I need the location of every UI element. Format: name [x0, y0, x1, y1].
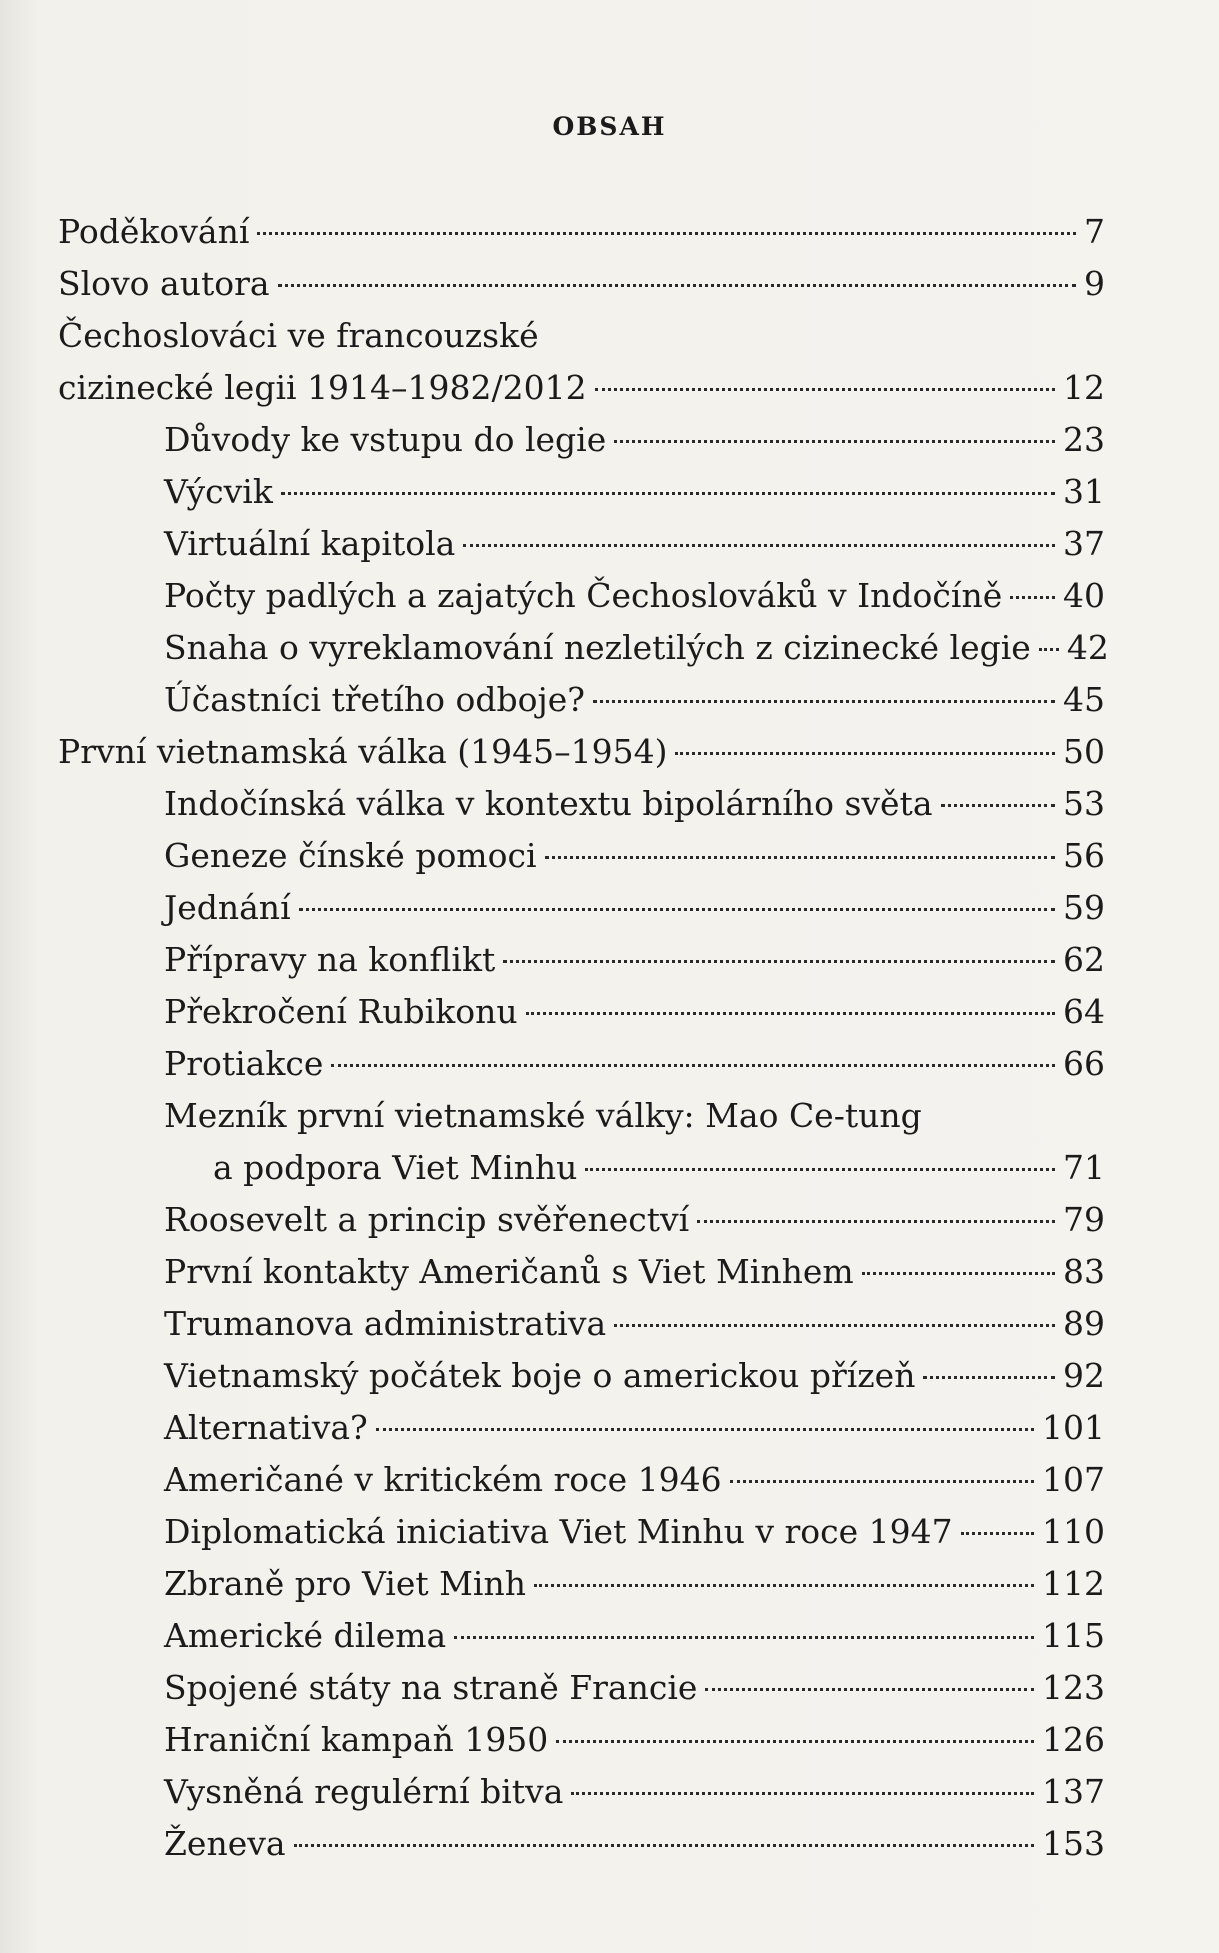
toc-page: 42: [1066, 628, 1109, 667]
toc-label: Geneze čínské pomoci: [164, 836, 537, 875]
toc-page: 89: [1063, 1304, 1105, 1343]
toc-label: Spojené státy na straně Francie: [164, 1668, 698, 1707]
dot-leader: [585, 1168, 1055, 1171]
toc-label: Vysněná regulérní bitva: [164, 1772, 564, 1811]
dot-leader: [730, 1480, 1034, 1483]
toc-label: Ženeva: [164, 1824, 286, 1863]
dot-leader: [697, 1220, 1055, 1223]
dot-leader: [376, 1428, 1034, 1431]
toc-label: Protiakce: [164, 1044, 324, 1083]
toc-page: 64: [1063, 992, 1105, 1031]
toc-label: Výcvik: [164, 472, 273, 511]
toc-label: První vietnamská válka (1945–1954): [58, 732, 668, 771]
dot-leader: [281, 492, 1055, 495]
dot-leader: [705, 1688, 1034, 1691]
toc-page: 37: [1063, 524, 1105, 563]
toc-page: 123: [1042, 1668, 1105, 1707]
dot-leader: [862, 1272, 1055, 1275]
toc-label: Účastníci třetího odboje?: [164, 680, 585, 719]
toc-page: 9: [1084, 264, 1105, 303]
toc-page: 56: [1063, 836, 1105, 875]
toc-page: 23: [1063, 420, 1105, 459]
dot-leader: [556, 1740, 1034, 1743]
dot-leader: [1010, 596, 1055, 599]
toc-page: 59: [1063, 888, 1105, 927]
dot-leader: [593, 700, 1055, 703]
dot-leader: [923, 1376, 1055, 1379]
toc-page: 45: [1063, 680, 1105, 719]
toc-page: 7: [1084, 212, 1105, 251]
toc-label: Poděkování: [58, 212, 250, 251]
toc-label: Počty padlých a zajatých Čechoslováků v Indočíně: [164, 576, 1003, 615]
dot-leader: [257, 232, 1076, 235]
toc-label: Hraniční kampaň 1950: [164, 1720, 549, 1759]
toc-label: cizinecké legii 1914–1982/2012: [58, 368, 587, 407]
toc-label: První kontakty Američanů s Viet Minhem: [164, 1252, 854, 1291]
dot-leader: [1039, 648, 1059, 651]
toc-label: Americké dilema: [164, 1616, 447, 1655]
dot-leader: [463, 544, 1055, 547]
toc-label: Přípravy na konflikt: [164, 940, 496, 979]
toc-page: 62: [1063, 940, 1105, 979]
dot-leader: [545, 856, 1055, 859]
toc-page: 79: [1063, 1200, 1105, 1239]
toc-label: Virtuální kapitola: [164, 524, 456, 563]
toc-page: 66: [1063, 1044, 1105, 1083]
toc-page: 115: [1042, 1616, 1105, 1655]
toc-label: Alternativa?: [164, 1408, 368, 1447]
dot-leader: [941, 804, 1056, 807]
dot-leader: [331, 1064, 1055, 1067]
dot-leader: [526, 1012, 1055, 1015]
dot-leader: [614, 440, 1055, 443]
dot-leader: [454, 1636, 1034, 1639]
toc-label: Mezník první vietnamské války: Mao Ce-tung: [164, 1096, 922, 1135]
toc-label: Roosevelt a princip svěřenectví: [164, 1200, 690, 1239]
toc-page: 83: [1063, 1252, 1105, 1291]
toc-label: Slovo autora: [58, 264, 270, 303]
toc-label: Čechoslováci ve francouzské: [58, 316, 539, 355]
toc-label: Jednání: [164, 888, 291, 927]
toc-page: 110: [1042, 1512, 1105, 1551]
toc-page: 31: [1063, 472, 1105, 511]
toc-label: Indočínská válka v kontextu bipolárního světa: [164, 784, 933, 823]
dot-leader: [294, 1844, 1034, 1847]
toc-label: Američané v kritickém roce 1946: [164, 1460, 722, 1499]
toc-label: Trumanova administrativa: [164, 1304, 607, 1343]
dot-leader: [961, 1532, 1034, 1535]
dot-leader: [571, 1792, 1034, 1795]
toc-page: 50: [1063, 732, 1105, 771]
toc-label: Diplomatická iniciativa Viet Minhu v roce 1947: [164, 1512, 953, 1551]
dot-leader: [278, 284, 1076, 287]
toc-page: 92: [1063, 1356, 1105, 1395]
dot-leader: [675, 752, 1055, 755]
dot-leader: [503, 960, 1055, 963]
toc-page: 40: [1063, 576, 1105, 615]
dot-leader: [614, 1324, 1055, 1327]
toc-label: Vietnamský počátek boje o americkou přízeň: [164, 1356, 916, 1395]
toc-label: Zbraně pro Viet Minh: [164, 1564, 526, 1603]
toc-page: 153: [1042, 1824, 1105, 1863]
dot-leader: [534, 1584, 1034, 1587]
toc-page: 71: [1063, 1148, 1105, 1187]
toc-page: 137: [1042, 1772, 1105, 1811]
page-title: OBSAH: [552, 112, 667, 141]
toc-page: 126: [1042, 1720, 1105, 1759]
toc-page: 112: [1042, 1564, 1105, 1603]
toc-page: 107: [1042, 1460, 1105, 1499]
dot-leader: [299, 908, 1055, 911]
table-of-contents: [58, 206, 1109, 1870]
toc-page: 101: [1042, 1408, 1105, 1447]
toc-label: Důvody ke vstupu do legie: [164, 420, 607, 459]
dot-leader: [595, 388, 1055, 391]
toc-page: 12: [1063, 368, 1105, 407]
toc-label: Snaha o vyreklamování nezletilých z cizinecké legie: [164, 628, 1031, 667]
toc-label: Překročení Rubikonu: [164, 992, 518, 1031]
toc-label: a podpora Viet Minhu: [213, 1148, 578, 1187]
toc-page: 53: [1063, 784, 1105, 823]
